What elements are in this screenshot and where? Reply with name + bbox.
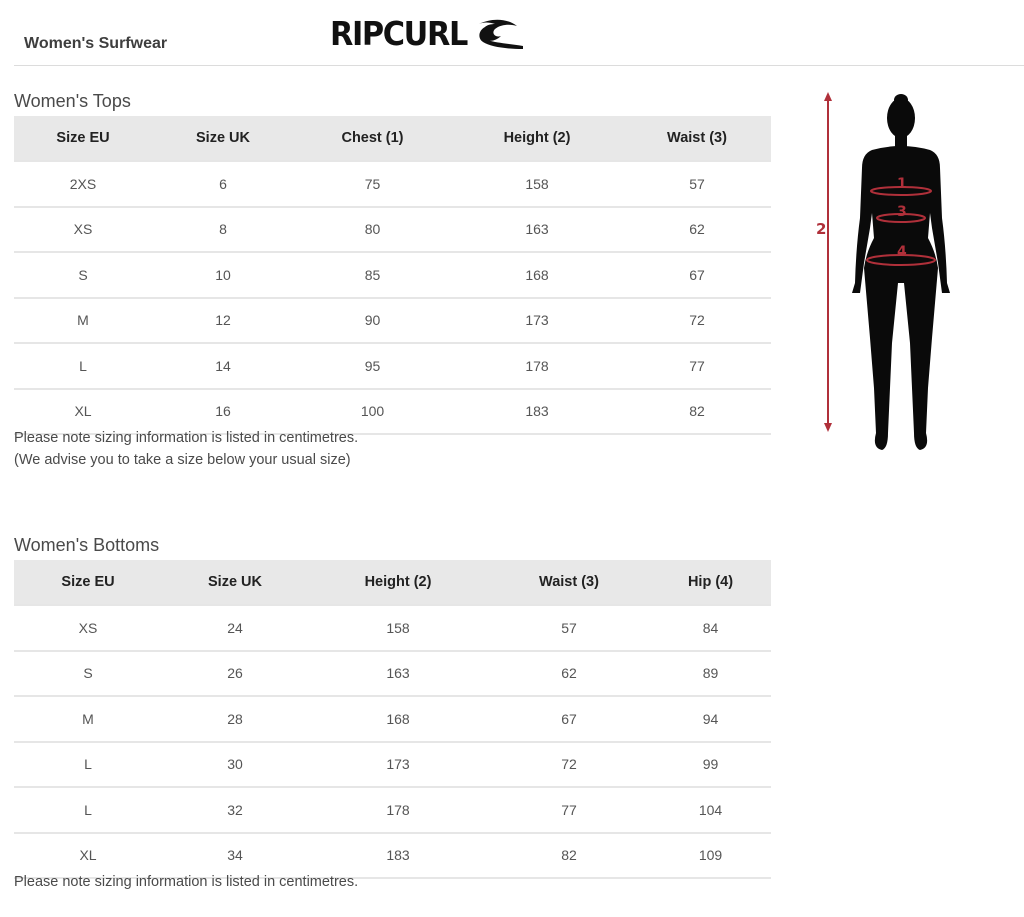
tops-section-title: Women's Tops bbox=[14, 91, 131, 111]
table-cell: 16 bbox=[152, 389, 294, 435]
table-cell: 10 bbox=[152, 252, 294, 298]
table-cell: 82 bbox=[623, 389, 771, 435]
table-header-row bbox=[14, 560, 771, 605]
column-header: Size UK bbox=[162, 560, 308, 605]
table-cell: 62 bbox=[623, 207, 771, 253]
table-cell: S bbox=[14, 252, 152, 298]
table-cell: 2XS bbox=[14, 161, 152, 207]
table-cell: 89 bbox=[650, 651, 771, 697]
table-row bbox=[14, 298, 771, 344]
table-cell: XS bbox=[14, 207, 152, 253]
table-cell: 178 bbox=[451, 343, 623, 389]
table-cell: 24 bbox=[162, 605, 308, 651]
table-cell: 72 bbox=[488, 742, 650, 788]
table-cell: 183 bbox=[451, 389, 623, 435]
body-measurement-figure bbox=[800, 88, 970, 458]
table-cell: 94 bbox=[650, 696, 771, 742]
table-cell: 168 bbox=[308, 696, 488, 742]
centimetres-note: Please note sizing information is listed in centimetres. bbox=[14, 430, 359, 446]
page-title: Women's Surfwear bbox=[24, 35, 168, 52]
bottoms-sizing-note: Please note sizing information is listed in centimetres. bbox=[14, 874, 359, 890]
table-row bbox=[14, 651, 771, 697]
table-cell: L bbox=[14, 742, 162, 788]
table-cell: 163 bbox=[308, 651, 488, 697]
column-header: Waist (3) bbox=[623, 116, 771, 161]
table-cell: 104 bbox=[650, 787, 771, 833]
height-label: 2 bbox=[816, 220, 827, 238]
wave-logo-icon bbox=[477, 16, 523, 50]
table-cell: 77 bbox=[488, 787, 650, 833]
table-cell: 90 bbox=[294, 298, 451, 344]
bottoms-section-title: Women's Bottoms bbox=[14, 535, 160, 555]
table-cell: XL bbox=[14, 389, 152, 435]
waist-label: 3 bbox=[897, 204, 907, 220]
table-cell: 8 bbox=[152, 207, 294, 253]
column-header: Size UK bbox=[152, 116, 294, 161]
page-header bbox=[14, 0, 1024, 66]
column-header: Size EU bbox=[14, 560, 162, 605]
table-cell: 82 bbox=[488, 833, 650, 879]
column-header: Chest (1) bbox=[294, 116, 451, 161]
table-cell: 168 bbox=[451, 252, 623, 298]
hip-label: 4 bbox=[897, 244, 907, 260]
table-cell: L bbox=[14, 787, 162, 833]
table-cell: 80 bbox=[294, 207, 451, 253]
table-cell: M bbox=[14, 696, 162, 742]
size-advice-note: (We advise you to take a size below your usual size) bbox=[14, 452, 351, 468]
table-row bbox=[14, 207, 771, 253]
table-cell: 99 bbox=[650, 742, 771, 788]
table-cell: 77 bbox=[623, 343, 771, 389]
table-cell: 62 bbox=[488, 651, 650, 697]
table-cell: XL bbox=[14, 833, 162, 879]
brand-wordmark: RIPCURL bbox=[330, 13, 467, 53]
bottoms-size-table bbox=[14, 560, 771, 879]
table-cell: 158 bbox=[308, 605, 488, 651]
table-cell: 12 bbox=[152, 298, 294, 344]
table-cell: S bbox=[14, 651, 162, 697]
table-cell: 72 bbox=[623, 298, 771, 344]
table-cell: 109 bbox=[650, 833, 771, 879]
table-cell: 28 bbox=[162, 696, 308, 742]
table-cell: 85 bbox=[294, 252, 451, 298]
table-cell: 158 bbox=[451, 161, 623, 207]
table-header-row bbox=[14, 116, 771, 161]
table-row bbox=[14, 161, 771, 207]
body-silhouette-icon bbox=[800, 88, 970, 458]
table-row bbox=[14, 252, 771, 298]
table-row bbox=[14, 605, 771, 651]
table-cell: 57 bbox=[623, 161, 771, 207]
table-cell: 95 bbox=[294, 343, 451, 389]
ripcurl-logo bbox=[330, 13, 523, 53]
table-row bbox=[14, 742, 771, 788]
table-cell: 32 bbox=[162, 787, 308, 833]
table-cell: 173 bbox=[451, 298, 623, 344]
table-cell: 67 bbox=[623, 252, 771, 298]
table-row bbox=[14, 787, 771, 833]
table-cell: 14 bbox=[152, 343, 294, 389]
table-cell: 173 bbox=[308, 742, 488, 788]
table-cell: 30 bbox=[162, 742, 308, 788]
tops-size-table bbox=[14, 116, 771, 435]
column-header: Height (2) bbox=[308, 560, 488, 605]
table-cell: L bbox=[14, 343, 152, 389]
column-header: Size EU bbox=[14, 116, 152, 161]
chest-label: 1 bbox=[897, 176, 907, 192]
table-cell: XS bbox=[14, 605, 162, 651]
table-cell: 163 bbox=[451, 207, 623, 253]
table-row bbox=[14, 343, 771, 389]
table-cell: 34 bbox=[162, 833, 308, 879]
table-cell: 6 bbox=[152, 161, 294, 207]
table-cell: 67 bbox=[488, 696, 650, 742]
table-cell: M bbox=[14, 298, 152, 344]
table-cell: 183 bbox=[308, 833, 488, 879]
table-cell: 57 bbox=[488, 605, 650, 651]
table-cell: 75 bbox=[294, 161, 451, 207]
column-header: Height (2) bbox=[451, 116, 623, 161]
tops-sizing-note bbox=[14, 427, 358, 471]
table-cell: 84 bbox=[650, 605, 771, 651]
table-cell: 100 bbox=[294, 389, 451, 435]
table-row bbox=[14, 696, 771, 742]
table-cell: 26 bbox=[162, 651, 308, 697]
column-header: Waist (3) bbox=[488, 560, 650, 605]
table-cell: 178 bbox=[308, 787, 488, 833]
column-header: Hip (4) bbox=[650, 560, 771, 605]
